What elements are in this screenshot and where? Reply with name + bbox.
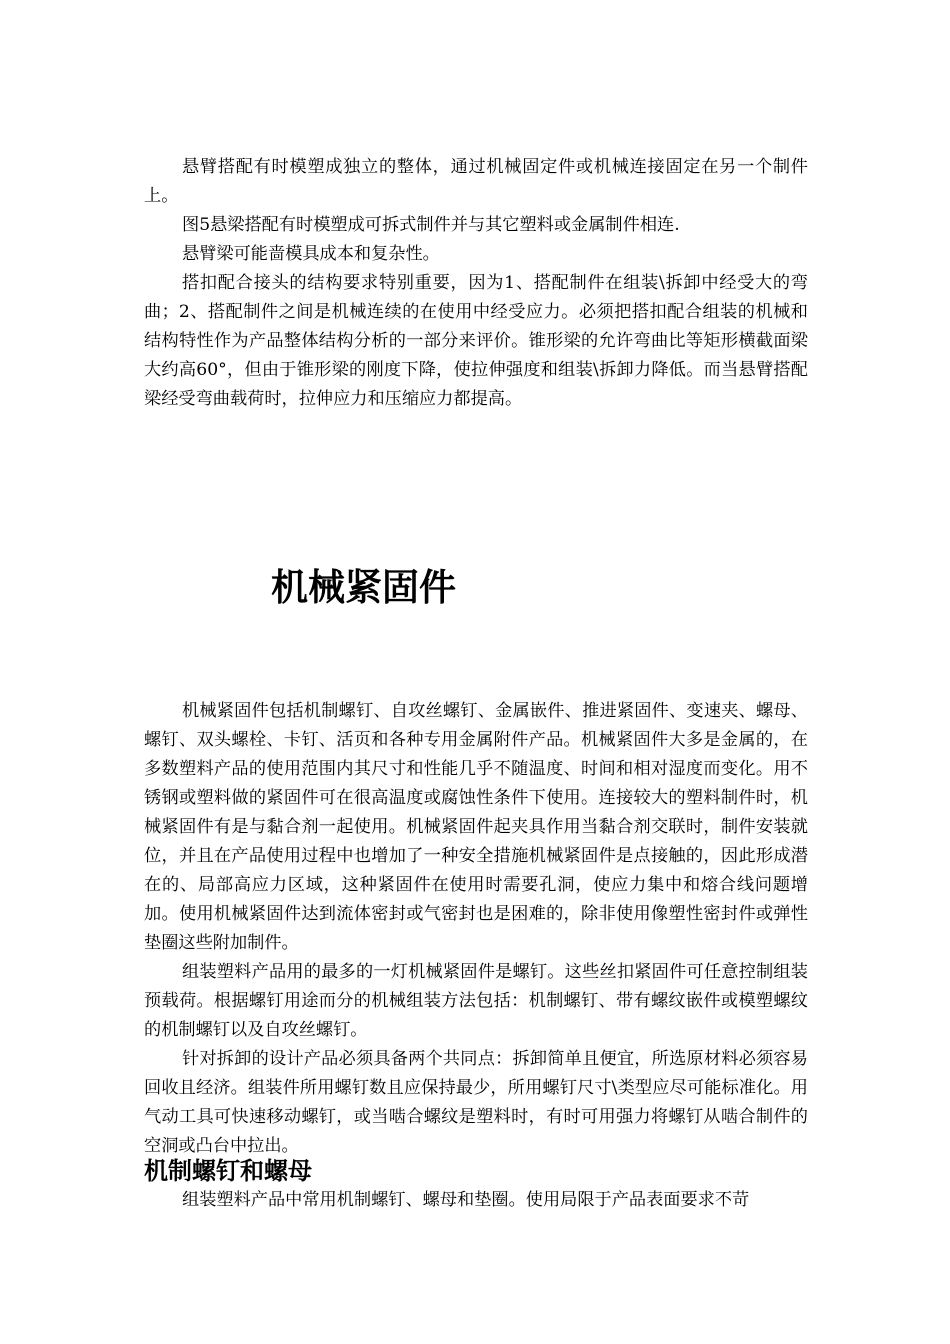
machine-screws-text-block — [144, 1186, 808, 1215]
paragraph: 针对拆卸的设计产品必须具备两个共同点：拆卸简单且便宜，所选原材料必须容易回收且经济。组装件所用螺钉数且应保持最少，所用螺钉尺寸\类型应尽可能标准化。用气动工具可快速移动螺钉，或当啮合螺纹是塑料时，有时可用强力将螺钉从啮合制件的空洞或凸台中拉出。 — [144, 1049, 808, 1156]
section-heading: 机械紧固件 — [271, 566, 456, 609]
intro-text-block — [144, 153, 808, 414]
paragraph: 搭扣配合接头的结构要求特别重要，因为1、搭配制件在组装\拆卸中经受大的弯曲；2、搭配制件之间是机械连续的在使用中经受应力。必须把搭扣配合组装的机械和结构特性作为产品整体结构分析的一部分来评价。锥形梁的允许弯曲比等矩形横截面梁大约高60°，但由于锥形梁的刚度下降，使拉伸强度和组装\拆卸力降低。而当悬臂搭配梁经受弯曲载荷时，拉伸应力和压缩应力都提高。 — [144, 273, 808, 409]
paragraph: 组装塑料产品用的最多的一灯机械紧固件是螺钉。这些丝扣紧固件可任意控制组装预载荷。根据螺钉用途而分的机械组装方法包括：机制螺钉、带有螺纹嵌件或模塑螺纹的机制螺钉以及自攻丝螺钉。 — [144, 962, 808, 1040]
paragraph: 悬臂梁可能啬模具成本和复杂性。 — [182, 244, 440, 264]
sub-heading: 机制螺钉和螺母 — [144, 1157, 312, 1185]
paragraph: 机械紧固件包括机制螺钉、自攻丝螺钉、金属嵌件、推进紧固件、变速夹、螺母、螺钉、双头螺栓、卡钉、活页和各种专用金属附件产品。机械紧固件大多是金属的，在多数塑料产品的使用范围内其尺寸和性能几乎不随温度、时间和相对湿度而变化。用不锈钢或塑料做的紧固件可在很高温度或腐蚀性条件下使用。连接较大的塑料制件时，机械紧固件有是与黏合剂一起使用。机械紧固件起夹具作用当黏合剂交联时，制件安装就位，并且在产品使用过程中也增加了一种安全措施机械紧固件是点接触的，因此形成潜在的、局部高应力区域，这种紧固件在使用时需要孔洞，使应力集中和熔合线问题增加。使用机械紧固件达到流体密封或气密封也是困难的，除非使用像塑性密封件或弹性垫圈这些附加制件。 — [144, 701, 808, 953]
fasteners-text-block — [144, 697, 808, 1161]
paragraph: 悬臂搭配有时模塑成独立的整体，通过机械固定件或机械连接固定在另一个制件上。 — [144, 157, 808, 206]
paragraph: 组装塑料产品中常用机制螺钉、螺母和垫圈。使用局限于产品表面要求不苛 — [182, 1190, 750, 1210]
figure-caption: 图5悬梁搭配有时模塑成可拆式制件并与其它塑料或金属制件相连. — [182, 215, 680, 235]
